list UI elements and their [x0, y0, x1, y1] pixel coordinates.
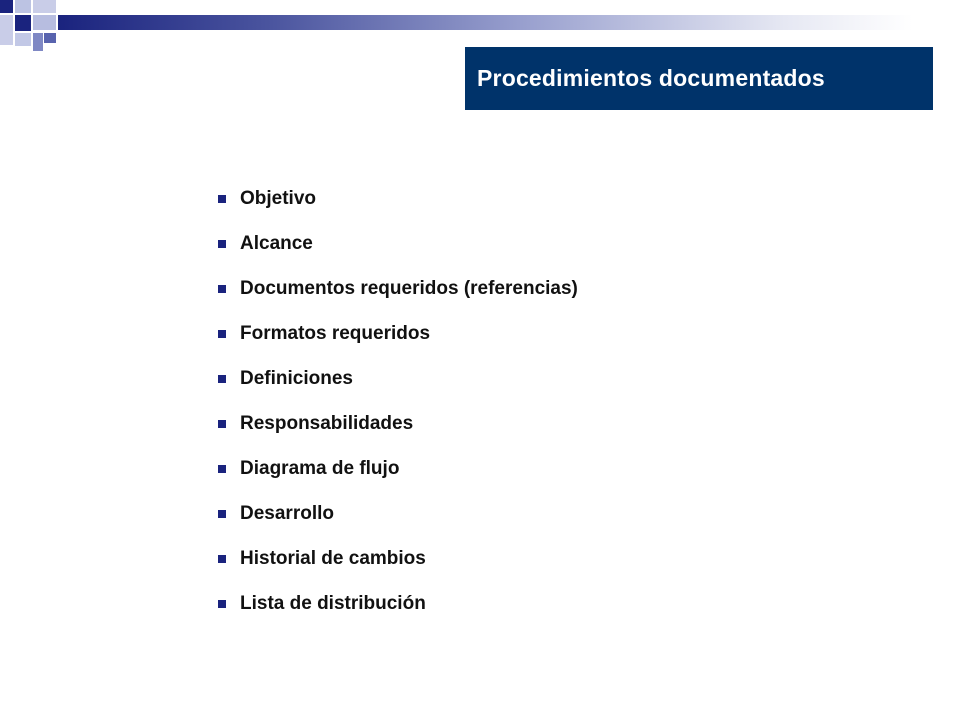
- square-bullet-icon: [218, 195, 226, 203]
- list-item: [218, 536, 578, 581]
- list-item-label: Definiciones: [240, 367, 353, 389]
- decorative-square: [0, 15, 13, 45]
- square-bullet-icon: [218, 285, 226, 293]
- decorative-square: [0, 0, 13, 13]
- square-bullet-icon: [218, 510, 226, 518]
- title-banner: [465, 47, 933, 110]
- list-item: [218, 446, 578, 491]
- decorative-square: [33, 0, 56, 13]
- square-bullet-icon: [218, 600, 226, 608]
- decorative-square: [15, 33, 31, 46]
- header-gradient-bar: [58, 15, 913, 30]
- list-item-label: Formatos requeridos: [240, 322, 431, 344]
- list-item: [218, 176, 578, 221]
- square-bullet-icon: [218, 240, 226, 248]
- square-bullet-icon: [218, 420, 226, 428]
- page-title: Procedimientos documentados: [477, 65, 825, 91]
- decorative-square: [33, 33, 43, 51]
- list-item-label: Responsabilidades: [240, 412, 414, 434]
- list-item-label: Diagrama de flujo: [240, 457, 400, 479]
- bullet-list: [218, 176, 578, 626]
- list-item: [218, 581, 578, 626]
- decorative-square: [44, 33, 56, 43]
- list-item-label: Desarrollo: [240, 502, 334, 524]
- list-item: [218, 491, 578, 536]
- list-item: [218, 356, 578, 401]
- list-item-label: Lista de distribución: [240, 592, 426, 614]
- square-bullet-icon: [218, 555, 226, 563]
- decorative-square: [15, 15, 31, 31]
- list-item-label: Alcance: [240, 232, 313, 254]
- list-item: [218, 311, 578, 356]
- square-bullet-icon: [218, 330, 226, 338]
- list-item-label: Historial de cambios: [240, 547, 426, 569]
- square-bullet-icon: [218, 465, 226, 473]
- list-item: [218, 401, 578, 446]
- list-item: [218, 221, 578, 266]
- list-item: [218, 266, 578, 311]
- list-item-label: Documentos requeridos (referencias): [240, 277, 578, 299]
- decorative-square: [33, 15, 56, 30]
- decorative-square: [15, 0, 31, 13]
- list-item-label: Objetivo: [240, 187, 317, 209]
- square-bullet-icon: [218, 375, 226, 383]
